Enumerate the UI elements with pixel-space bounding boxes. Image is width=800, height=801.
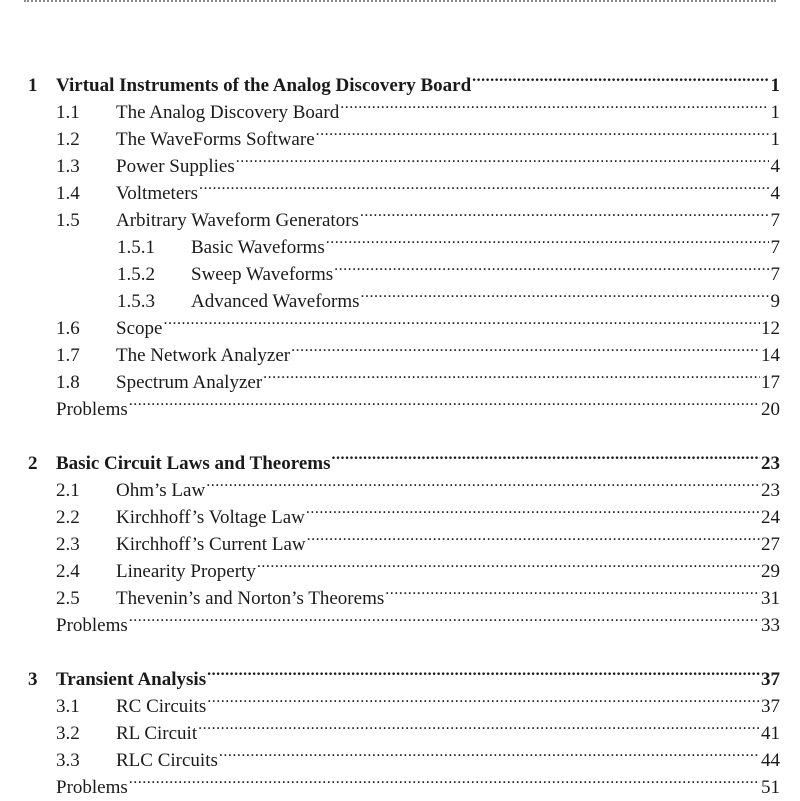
page-number: 1 [770,102,780,123]
section-title: Thevenin’s and Norton’s Theorems [116,588,385,609]
page-number: 1 [770,129,780,150]
toc-problems-2[interactable] [28,604,780,636]
dot-leader [385,577,760,604]
top-header-rule [24,0,776,6]
dot-leader [129,604,760,631]
subsection-number: 1.5.3 [117,291,155,312]
dot-leader [331,442,760,469]
section-title: Arbitrary Waveform Generators [116,210,359,231]
page-number: 7 [770,237,780,258]
chapter-title: Basic Circuit Laws and Theorems [56,453,331,474]
dot-leader [163,307,760,334]
problems-title: Problems [56,615,128,636]
dot-leader [199,172,769,199]
page-number: 23 [761,453,780,474]
page-number: 37 [761,696,780,717]
section-number: 1.6 [56,318,80,339]
dot-leader [263,361,760,388]
dot-leader [306,496,760,523]
section-title: The Network Analyzer [116,345,291,366]
section-title: Linearity Property [116,561,256,582]
dot-leader [129,766,760,793]
section-number: 1.4 [56,183,80,204]
page-number: 17 [761,372,780,393]
section-title: The WaveForms Software [116,129,315,150]
section-number: 2.3 [56,534,80,555]
page-number: 4 [770,183,780,204]
page-number: 4 [770,156,780,177]
page-number: 9 [770,291,780,312]
section-title: Kirchhoff’s Voltage Law [116,507,305,528]
page-number: 31 [761,588,780,609]
chapter-spacer [28,631,780,658]
dot-leader [219,739,760,766]
subsection-number: 1.5.2 [117,264,155,285]
page-number: 29 [761,561,780,582]
section-title: RC Circuits [116,696,207,717]
dot-leader [307,523,760,550]
chapter-number: 2 [28,453,38,474]
page-number: 1 [770,75,780,96]
page-number: 24 [761,507,780,528]
problems-title: Problems [56,399,128,420]
chapter-title: Transient Analysis [56,669,207,690]
dot-leader [334,253,769,280]
toc-problems-3[interactable] [28,766,780,798]
section-number: 3.2 [56,723,80,744]
page-number: 20 [761,399,780,420]
page-number: 27 [761,534,780,555]
dot-leader [206,469,760,496]
section-title: RLC Circuits [116,750,218,771]
dot-leader [360,199,769,226]
section-number: 2.1 [56,480,80,501]
page-number: 12 [761,318,780,339]
section-number: 1.2 [56,129,80,150]
subsection-number: 1.5.1 [117,237,155,258]
section-number: 1.3 [56,156,80,177]
section-title: Voltmeters [116,183,198,204]
section-title: Kirchhoff’s Current Law [116,534,306,555]
toc-problems-1[interactable] [28,388,780,420]
section-number: 2.5 [56,588,80,609]
section-title: RL Circuit [116,723,198,744]
section-number: 2.4 [56,561,80,582]
page-number: 44 [761,750,780,771]
section-number: 1.1 [56,102,80,123]
dot-leader [257,550,760,577]
chapter-number: 3 [28,669,38,690]
dot-leader [326,226,769,253]
section-title: Ohm’s Law [116,480,206,501]
dot-leader [340,91,769,118]
section-title: Scope [116,318,163,339]
chapter-spacer [28,415,780,442]
subsection-title: Basic Waveforms [191,237,325,258]
subsection-title: Advanced Waveforms [191,291,360,312]
toc-chapter-1[interactable] [28,64,780,96]
page-number: 41 [761,723,780,744]
chapter-title: Virtual Instruments of the Analog Discovery Board [56,75,472,96]
dot-leader [207,685,760,712]
dot-leader [361,280,769,307]
page-number: 7 [770,210,780,231]
chapter-number: 1 [28,75,38,96]
section-number: 3.3 [56,750,80,771]
dot-leader [129,388,760,415]
toc-chapter-3[interactable] [28,658,780,690]
section-title: The Analog Discovery Board [116,102,340,123]
toc-chapter-2[interactable] [28,442,780,474]
dot-leader [198,712,760,739]
dot-leader [316,118,769,145]
section-number: 2.2 [56,507,80,528]
subsection-title: Sweep Waveforms [191,264,334,285]
page-number: 14 [761,345,780,366]
section-number: 1.8 [56,372,80,393]
section-number: 3.1 [56,696,80,717]
section-title: Spectrum Analyzer [116,372,263,393]
section-number: 1.7 [56,345,80,366]
dot-leader [236,145,769,172]
section-title: Power Supplies [116,156,235,177]
page-number: 37 [761,669,780,690]
problems-title: Problems [56,777,128,798]
table-of-contents [28,64,780,798]
page-number: 7 [770,264,780,285]
dot-leader [291,334,760,361]
page-number: 33 [761,615,780,636]
dot-leader [472,64,769,91]
page-number: 51 [761,777,780,798]
section-number: 1.5 [56,210,80,231]
dot-leader [207,658,760,685]
page-number: 23 [761,480,780,501]
